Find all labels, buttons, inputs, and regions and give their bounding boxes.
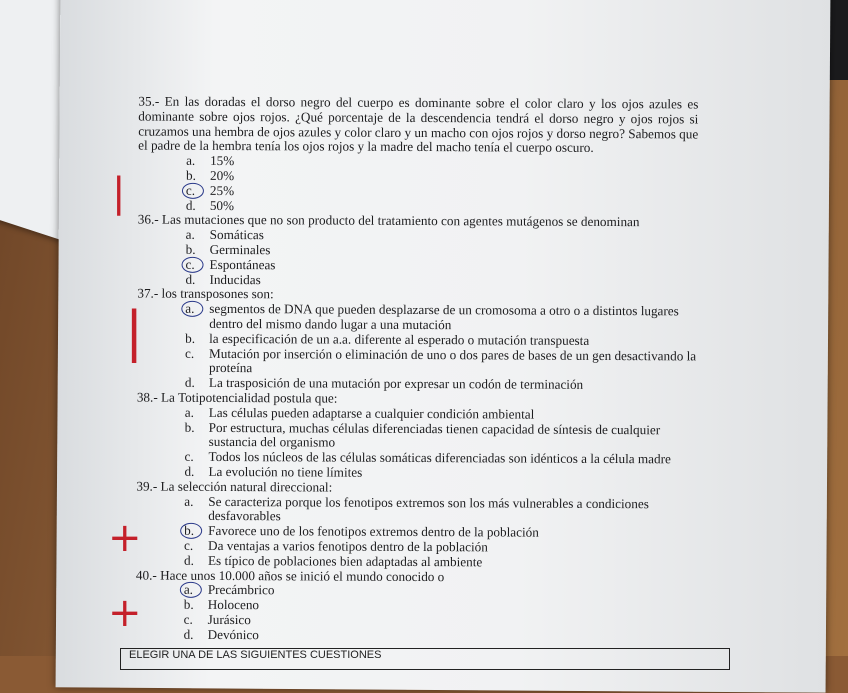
option-letter-text: a. <box>184 493 194 509</box>
option-text: Las células pueden adaptarse a cualquier condición ambiental <box>208 404 535 422</box>
option-text: Somáticas <box>209 227 264 243</box>
option-letter <box>185 346 209 376</box>
option-letter <box>184 613 208 628</box>
option-letter-text: a. <box>185 226 195 243</box>
option-letter-text: c. <box>183 611 193 627</box>
option-letter-text: d. <box>184 463 195 479</box>
option-letter-text: b. <box>185 241 196 257</box>
option-letter <box>186 169 210 184</box>
option-letter-text: c. <box>185 182 196 198</box>
circled-answer-mark <box>180 523 202 539</box>
option-text: La evolución no tiene límites <box>208 463 363 480</box>
red-check-mark: + <box>108 590 142 636</box>
option-letter-text: a. <box>184 404 194 420</box>
option-letter-text: b. <box>183 596 194 612</box>
question-40: 40.- Hace unos 10.000 años se inició el mundo conocido o <box>135 567 445 584</box>
option-letter <box>184 494 208 524</box>
option-letter-text: a. <box>183 582 194 598</box>
option-letter-text: d. <box>185 271 196 287</box>
question-37: 37.- los transposones son: <box>137 285 274 302</box>
circled-answer-mark <box>182 183 204 199</box>
option-letter-text: b. <box>185 330 196 346</box>
option-letter-text: b. <box>184 522 195 538</box>
option-letter <box>184 553 208 568</box>
exam-questions <box>136 95 699 645</box>
option-letter <box>185 302 209 332</box>
option-letter <box>184 627 208 642</box>
answer-option <box>137 420 697 453</box>
option-letter <box>186 258 210 273</box>
option-text: Da ventajas a varios fenotipos dentro de la población <box>208 537 488 555</box>
option-letter <box>185 272 209 287</box>
option-text: la especificación de un a.a. diferente al esperado o mutación transpuesta <box>209 330 590 348</box>
option-text: 25% <box>209 182 235 198</box>
option-text: segmentos de DNA que pueden desplazarse de un cromosoma a otro o a distintos lugares dentro del mismo dando lugar a una mutación <box>209 301 679 333</box>
option-text: Holoceno <box>207 597 260 613</box>
option-letter <box>184 450 208 465</box>
option-letter-text: d. <box>185 197 196 213</box>
option-letter-text: a. <box>185 300 195 316</box>
option-text: Es típico de poblaciones bien adaptadas al ambiente <box>207 552 483 570</box>
option-letter-text: b. <box>185 167 196 183</box>
option-letter-text: c. <box>184 448 194 464</box>
answer-option <box>136 494 696 527</box>
option-letter <box>184 465 208 480</box>
option-text: Mutación por inserción o eliminación de uno o dos pares de bases de un gen desactivando la proteína <box>208 345 697 376</box>
option-letter-text: d. <box>183 626 194 642</box>
option-text: Espontáneas <box>209 256 276 273</box>
option-letter <box>184 598 208 613</box>
option-letter <box>185 376 209 391</box>
option-text: Por estructura, muchas células diferenciadas tienen capacidad de síntesis de cualquier sustancia del organismo <box>208 419 661 450</box>
question-35: 35.- En las doradas el dorso negro del cuerpo es dominante sobre el color claro y los ojos azules es dominante sobre ojos rojos. ¿Qué porcentaje de la descendencia tendrá el dorso negro y ojos rojos si cruzamos una hembra de ojos azules y color claro y un macho con ojos rojos y dorso negro? Sabemos que el padre de la hembra tenía los ojos rojos y la madre del macho tenía el cuerpo oscuro. <box>138 93 699 156</box>
option-text: Se caracteriza porque los fenotipos extremos son los más vulnerables a condiciones desfavorables <box>208 493 649 524</box>
option-letter-text: d. <box>183 552 194 568</box>
red-check-mark: + <box>108 515 142 561</box>
red-check-mark: | <box>112 170 126 216</box>
option-letter <box>186 154 210 169</box>
question-36: 36.- Las mutaciones que no son producto del tratamiento con agentes mutágenos se denominan <box>137 211 640 230</box>
option-letter-text: b. <box>184 419 195 435</box>
option-letter-text: a. <box>186 152 196 169</box>
option-text: Todos los núcleos de las células somáticas diferenciadas son idénticos a la célula madre <box>208 449 671 467</box>
option-text: Jurásico <box>207 611 251 628</box>
option-letter <box>184 524 208 539</box>
option-letter <box>186 243 210 258</box>
circled-answer-mark <box>180 582 202 598</box>
answer-option <box>136 627 696 645</box>
option-letter-text: c. <box>185 256 195 272</box>
option-letter <box>186 228 210 243</box>
answer-option <box>137 302 697 335</box>
option-letter <box>185 406 209 421</box>
circled-answer-mark <box>181 301 203 317</box>
option-letter <box>186 184 210 199</box>
option-letter <box>185 332 209 347</box>
option-letter <box>185 420 209 450</box>
option-text: La trasposición de una mutación por expresar un codón de terminación <box>208 375 584 393</box>
option-text: Precámbrico <box>207 582 275 598</box>
option-text: 20% <box>209 167 235 184</box>
option-letter <box>184 583 208 598</box>
question-39: 39.- La selección natural direccional: <box>136 478 333 495</box>
option-letter <box>186 198 210 213</box>
red-check-mark: | <box>125 300 144 363</box>
option-letter <box>184 539 208 554</box>
option-text: 15% <box>210 153 235 169</box>
answer-option <box>137 346 697 379</box>
circled-answer-mark <box>182 257 204 273</box>
section-header-box: ELEGIR UNA DE LAS SIGUIENTES CUESTIONES <box>120 648 730 670</box>
option-text: 50% <box>209 197 235 213</box>
option-letter-text: d. <box>184 374 195 390</box>
option-text: Inducidas <box>209 271 261 287</box>
option-letter-text: c. <box>185 345 195 361</box>
option-text: Germinales <box>209 241 271 258</box>
option-text: Favorece uno de los fenotipos extremos dentro de la población <box>208 523 539 540</box>
option-letter-text: c. <box>184 537 194 553</box>
option-text: Devónico <box>207 626 259 642</box>
question-38: 38.- La Totipotencialidad postula que: <box>136 389 338 406</box>
